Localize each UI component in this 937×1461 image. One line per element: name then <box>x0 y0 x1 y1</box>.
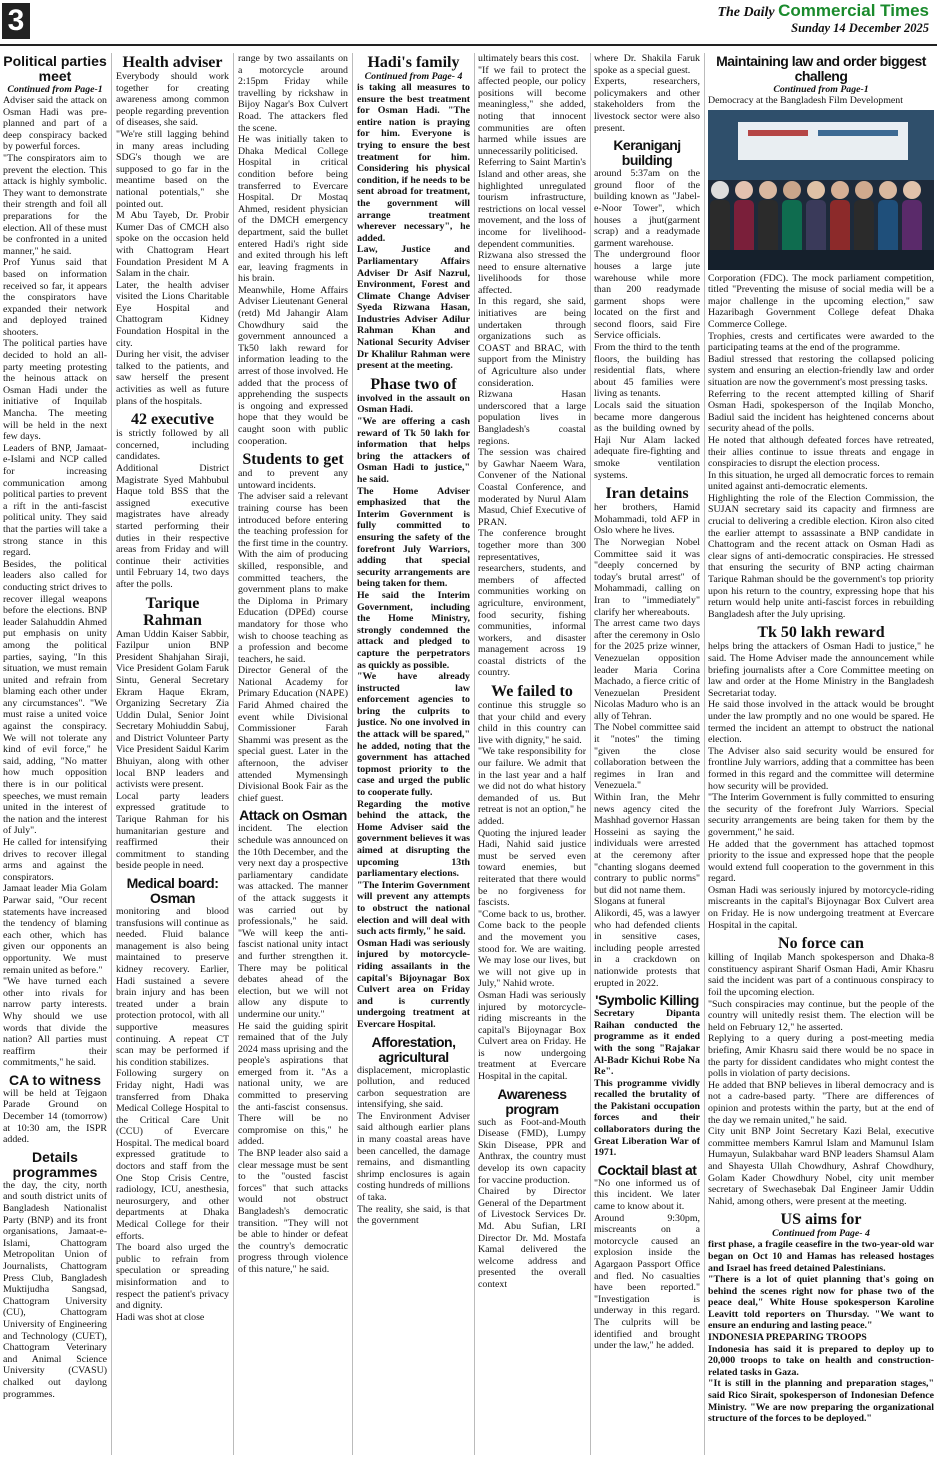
article-paragraph: The political parties have decided to hold an all-party meeting protesting the heinous attack on Osman Hadi under the initiative of Inquilab Mancha. The meeting will be held in the next few days. <box>3 338 107 443</box>
article-paragraph: In this situation, he urged all democratic forces to remain united against anti-democratic elements. <box>708 469 934 493</box>
article-paragraph-bold: "We are offering a cash reward of Tk 50 lakh for information that helps bring the attackers of Osman Hadi to justice," he said. <box>357 416 470 485</box>
article-paragraph: The Adviser also said security would be ensured for frontline July warriors, adding that a committee has been formed in this regard and the committee will determine how security will be provided. <box>708 745 934 792</box>
article-paragraph-bold: is taking all measures to ensure the best treatment for Osman Hadi. "The entire nation is praying for him. Everyone is trying to ensure the best treatment for him. Considering his physical condition, if he needs to be sent abroad for treatment, the government will arrange treatment wherever necessary", he added. <box>357 82 470 244</box>
article-paragraph: Highlighting the role of the Election Commission, the SUJAN secretary said its capacity and firmness are crucial to delivering a credible election. Kiron also cited the earlier attempt to assassinate a BNP candidate in Chattogram and the recent attack on Osman Hadi as clear signs of anti-democratic conspiracies. He stressed that ensuring the security of BNP acting chairman Tarique Rahman should be the government's top priority upon his return to the country, expressing hope that his return would help unite anti-fascist forces in rebuilding Bangladesh after the July uprising. <box>708 492 934 620</box>
article-paragraph-bold: INDONESIA PREPARING TROOPS <box>708 1332 867 1344</box>
article-paragraph: The Environment Adviser said although earlier plans in many coastal areas have been cancelled, the damage remains, and dismantling shrimp enclosures is again costing hundreds of millions of taka. <box>357 1110 470 1204</box>
article-paragraph: monitoring and blood transfusions will continue as needed. Fluid balance management is also being maintained to preserve kidney recovery. Earlier, Hadi sustained a severe brain injury and has been treated under a brain protection protocol, with all supportive measures continuing. A repeat CT scan may be performed if his condition stabilizes. <box>116 906 229 1068</box>
article-paragraph: He said the guiding spirit remained that of the July 2024 mass uprising and the people's aspirations that emerged from it. "As a national unity, we are committed to preserving the anti-fascist consensus. There will be no compromise on this," he added. <box>238 1020 348 1148</box>
column-2 <box>116 53 229 1453</box>
spacer <box>116 591 229 594</box>
article-paragraph: Rizwana Hasan underscored that a large population lives in Bangladesh's coastal regions. <box>478 389 586 447</box>
article-headline: Afforestation, agricultural <box>371 1033 456 1065</box>
photo-floor <box>708 250 934 270</box>
masthead <box>717 2 929 36</box>
article-paragraph: The reality, she said, is that the government <box>357 1203 470 1227</box>
article-paragraph: The Norwegian Nobel Committee said it was "deeply concerned by today's brutal arrest" of Mohammadi, calling on Iran to "immediately" clarify her whereabouts. <box>594 536 700 618</box>
article-headline: Health adviser <box>122 54 223 71</box>
column-1 <box>3 53 107 1453</box>
article-paragraph: Leaders of BNP, Jamaat-e-Islami and NCP called for increasing communication among political parties to prevent a rift in the anti-fascist political unity. They said that the parties will take a strong stance in this regard. <box>3 442 107 559</box>
photo-person-head <box>831 181 849 199</box>
article-paragraph: will be held at Tejgaon Parade Ground on December 14 (tomorrow) at 10:30 am, the ISPR added. <box>3 1087 107 1146</box>
article-paragraph: Rizwana also stressed the need to ensure alternative livelihoods for those affected. <box>478 250 586 296</box>
article-paragraph: The session was chaired by Gawhar Naeem Wara, Convener of the National Coastal Conference, and moderated by Nurul Alam Masud, Chief Executive of PRAN. <box>478 447 586 528</box>
article-paragraph-bold: "It is still in the planning and preparation stages," said Rico Sirait, spokesperson of Indonesian Defence Ministry. "We are now preparing the organizational structure of the forces to be deployed." <box>708 1378 934 1425</box>
spacer <box>116 407 229 410</box>
article-paragraph: Meanwhile, Home Affairs Adviser Lieutenant General (retd) Md Jahangir Alam Chowdhury said the government announced a Tk50 lakh reward for information leading to the arrest of those involved. He added that the process of apprehending the suspects is ongoing and expressed hope that they would be caught soon with public cooperation. <box>238 284 348 447</box>
article-headline: Tk 50 lakh reward <box>757 624 885 642</box>
masthead-brand <box>717 2 929 21</box>
article-paragraph: such as Foot-and-Mouth Disease (FMD), Lumpy Skin Disease, PPR and Anthrax, the country must develop its own capacity for vaccine production. <box>478 1116 586 1186</box>
article-paragraph-bold: The Home Adviser emphasized that the Interim Government is fully committed to ensuring the safety of the forefront July Warriors, adding that special security arrangements are being taken for them. <box>357 485 470 590</box>
article-paragraph: Local party leaders expressed gratitude to Tarique Rahman for his humanitarian gesture and reaffirmed their commitment to standing beside people in need. <box>116 790 229 872</box>
article-paragraph: He said those involved in the attack would be brought under the law promptly and no one would be spared. He termed the incident an attempt to obstruct the national election. <box>708 699 934 746</box>
photo-banner-stripe <box>748 130 808 136</box>
article-paragraph: Corporation (FDC). The mock parliament competition, titled "Preventing the misuse of social media will be a major challenge in the upcoming election," saw Hazaribagh Government College defeat Dhaka Commerce College. <box>708 272 934 330</box>
article-headline: Phase two of <box>370 375 457 393</box>
article-paragraph: Replying to a query during a post-meeting media briefing, Amir Khasru said there would be no space in the party for dissident candidates who might contest the polls in violation of party decisions. <box>708 1033 934 1080</box>
article-paragraph: He noted that although defeated forces have retreated, their allies continue to issue threats and engage in conspiracies to disrupt the election process. <box>708 434 934 470</box>
masthead-date: Sunday 14 December 2025 <box>791 21 929 35</box>
article-paragraph: Later, the health adviser visited the Lions Charitable Eye Hospital and Chattogram Kidney Foundation Hospital in the city. <box>116 279 229 349</box>
article-headline: Hadi's family <box>367 54 460 71</box>
article-paragraph-bold: "We have already instructed law enforcement agencies to bring the culprits to justice. No one involved in the attack will be spared," he added, noting that the government has attached topmost priority to the case and urged the public to cooperate fully. <box>357 671 470 799</box>
article-paragraph: incident. The election schedule was announced on the 10th December, and the very next day a prospective parliamentary candidate was attacked. The manner of the attack suggests it was carried out by professionals," he said. "We will keep the anti-fascist national unity intact and further strengthen it. There may be political debates ahead of the election, but we will not allow any dispute to undermine our unity." <box>238 823 348 1020</box>
article-paragraph: He added that the government has attached topmost priority to the issue and expressed hope that the people would extend full cooperation to the government in this regard. <box>708 838 934 885</box>
article-headline: Medical board: Osman <box>126 875 219 906</box>
article-headline: US aims for <box>780 1211 862 1229</box>
article-paragraph: In this regard, she said, initiatives are being undertaken through organizations such as COAST and BRAC, with support from the Ministry of Agriculture also under consideration. <box>478 296 586 389</box>
photo-banner-stripe <box>818 130 898 136</box>
column-3 <box>238 53 348 1453</box>
spacer <box>357 372 470 375</box>
article-paragraph: Following surgery on Friday night, Hadi was transferred from Dhaka Medical College Hospital to the Critical Care Unit (CCU) of Evercare Hospital. The medical board expressed gratitude to doctors and staff from the One Stop Crisis Centre, radiology, ICU, anesthesia, neurosurgery, and other departments at Dhaka Medical College for their efforts. <box>116 1068 229 1242</box>
article-paragraph-bold: Law, Justice and Parliamentary Affairs Adviser Dr Asif Nazrul, Environment, Forest and Climate Change Adviser Syeda Rizwana Hasan, Industries Adviser Adilur Rahman Khan and National Security Adviser Dr Khalilur Rahman were present at the meeting. <box>357 244 470 372</box>
column-7 <box>708 53 934 1453</box>
page-number: 3 <box>2 3 30 39</box>
masthead-name: Commercial Times <box>778 1 929 20</box>
header-rule <box>0 44 937 46</box>
article-paragraph: Hadi was shot at close <box>116 1311 205 1323</box>
article-paragraph: Adviser said the attack on Osman Hadi was pre-planned and part of a deep conspiracy backed by powerful forces. <box>3 95 107 153</box>
article-paragraph-bold: He said the Interim Government, including the Home Ministry, strongly condemned the attack and pledged to capture the perpetrators as quickly as possible. <box>357 589 470 671</box>
article-headline: Students to get <box>242 451 344 469</box>
article-paragraph-bold: "The Interim Government will prevent any attempts to obstruct the national election and will deal with such acts firmly," he said. <box>357 879 470 938</box>
article-paragraph: Additional District Magistrate Syed Mahbubul Haque told BSS that the assigned executive magistrates have already started performing their duties in their respective areas from Friday and will continue their activities until February 14, two days after the polls. <box>116 463 229 590</box>
article-paragraph: The arrest came two days after the ceremony in Oslo for the 2025 prize winner, Venezuelan opposition leader Maria Corina Machado, a fierce critic of Venezuelan President Nicolas Maduro who is an ally of Tehran. <box>594 618 700 722</box>
article-paragraph: Experts, researchers, policymakers and other stakeholders from the livestock sector were also present. <box>594 76 700 134</box>
article-paragraph: Chaired by Director General of the Department of Livestock Services Dr. Md. Abu Sufian, LRI Director Dr. Md. Mostafa Kamal delivered the welcome address and presented the overall context <box>478 1186 586 1290</box>
event-photo <box>708 110 934 270</box>
article-headline: CA to witness <box>8 1071 102 1088</box>
article-paragraph: The Nobel committee said it "notes" the timing "given the close collaboration between the regimes in Iran and Venezuela." <box>594 722 700 792</box>
photo-person-head <box>903 181 921 199</box>
article-paragraph: Within Iran, the Mehr news agency cited the Mashhad governor Hassan Hosseini as saying the individuals were arrested at the ceremony after "chanting slogans deemed contrary to public norms" but did not name them. <box>594 792 700 896</box>
article-paragraph: Osman Hadi was seriously injured by motorcycle-riding miscreants in the capital's Bijoynagar Box Culvert area on Friday. He is now undergoing treatment at Evercare Hospital in the capital. <box>478 989 586 1083</box>
article-headline: We failed to <box>491 683 573 701</box>
column-divider <box>590 53 591 1455</box>
article-headline: Details programmes <box>12 1148 98 1180</box>
article-headline: Awareness program <box>497 1085 567 1117</box>
article-headline: Tarique Rahman <box>143 594 202 629</box>
article-paragraph: Slogans at funeral <box>594 896 666 908</box>
article-paragraph: "The Interim Government is fully committed to ensuring the security of the forefront July Warriors. Special security arrangements are being taken for them by the government," he said. <box>708 792 934 838</box>
article-paragraph: Aman Uddin Kaiser Sabbir, Fazilpur union BNP President Shahjahan Siraji, Vice President Golam Faruk Sintu, General Secretary Ekram Haque Ekram, Organizing Secretary Zia Uddin Dulal, Senior Joint Secretary Mohiuddin Sabuj, and District Volunteer Party Vice President Saidul Karim Bhuiyan, along with other local BNP leaders and activists were present. <box>116 628 229 791</box>
article-headline: No force can <box>778 935 864 953</box>
article-paragraph: continue this struggle so that your child and every child in this country can live with dignity," he said. <box>478 700 586 746</box>
spacer <box>708 620 934 623</box>
article-paragraph: Alikordi, 45, was a lawyer who had defended clients in sensitive cases, including people arrested in a crackdown on nationwide protests that erupted in 2022. <box>594 907 700 989</box>
article-paragraph: Trophies, crests and certificates were awarded to the participating teams at the end of the programme. <box>708 330 934 354</box>
article-headline: Maintaining law and order biggest challeng <box>716 53 926 84</box>
spacer <box>594 481 700 484</box>
article-headline: Political parties meet <box>3 53 107 84</box>
masthead-prefix: The Daily <box>717 5 775 20</box>
article-paragraph: He was initially taken to Dhaka Medical College Hospital in critical condition before being transferred to Evercare Hospital. Dr Mostaq Ahmed, resident physician of the DMCH emergency department, said the bullet entered Hadi's right side and exited through his left ear, leaving fragments in his brain. <box>238 134 348 285</box>
column-divider <box>474 53 475 1455</box>
article-paragraph: "We have turned each other into rivals for narrow party interests. Why should we use words that divide the nation? All parties must reaffirm their commitments," he said. <box>3 976 107 1069</box>
column-divider <box>352 53 353 1455</box>
article-paragraph: range by two assailants on a motorcycle around 2:15pm Friday while travelling by rickshaw in Bijoy Nagar's Box Culvert Road. The attackers fled the scene. <box>238 53 348 134</box>
article-paragraph: The BNP leader also said a clear message must be sent to the "ousted fascist forces" that such attacks would not obstruct Bangladesh's democratic transition. "They will not be able to hinder or defeat the country's democratic progress through violence of this nature," he said. <box>238 1148 348 1275</box>
article-paragraph: The underground floor houses a large jute warehouse while more than 200 readymade garment shops were located on the first and second floors, said Fire Service officials. <box>594 249 700 342</box>
article-paragraph: "Such conspiracies may continue, but the people of the country will unitedly resist them. The election will be held on February 12," he asserted. <box>708 998 934 1033</box>
article-paragraph: During her visit, the adviser talked to the patients, and saw herself the present activities as well as future plans of the hospitals. <box>116 349 229 407</box>
article-paragraph-bold: first phase, a fragile ceasefire in the two-year-old war began on Oct 10 and Hamas has released hostages and Israel has freed detained Palestinians. <box>708 1239 934 1274</box>
article-paragraph: Quoting the injured leader Hadi, Nahid said justice must be served even toward enemies, but reiterated that there would be no forgiveness for fascists. <box>478 827 586 909</box>
continued-from-line: Continued from Page-1 <box>773 84 869 95</box>
article-paragraph: He called for intensifying drives to recover illegal arms and against the conspirators. <box>3 837 107 883</box>
article-paragraph-bold: Indonesia has said it is prepared to deploy up to 20,000 troops to take on health and construction-related tasks in Gaza. <box>708 1343 934 1378</box>
article-paragraph: The adviser said a relevant training course has been introduced before entering the teaching profession for the first time in the country. With the aim of producing skilled, responsible, and committed teachers, the government plans to make the Diploma in Primary Education (DPEd) course mandatory for those who wish to choose teaching as a profession and become teachers, he said. <box>238 491 348 665</box>
article-headline: 'Symbolic Killing <box>595 992 699 1009</box>
article-paragraph: where Dr. Shakila Faruk spoke as a special guest. <box>594 53 700 76</box>
article-headline: Keraniganj building <box>613 137 681 169</box>
article-paragraph: Prof Yunus said that based on information received so far, it appears the conspirators have expanded their network and deployed trained shooters. <box>3 257 107 338</box>
article-paragraph: Besides, the political leaders also called for conducting strict drives to recover illegal weapons before the elections. BNP leader Salahuddin Ahmed put emphasis on unity among the political parties, saying, "In this situation, we must remain united and refrain from blaming each other under any circumstances". "We must raise a united voice against the conspiracy. We will not tolerate any kind of evil force," he said, adding, "No matter how much opposition there is in our political speeches, we must remain united in the interest of the nation and the interest of July". <box>3 558 107 837</box>
article-paragraph: He added that BNP believes in liberal democracy and is not a cadre-based party. "There are differences of opinion and protests within the party, but at the end of the day we remain united," he said. <box>708 1079 934 1126</box>
article-paragraph: Democracy at the Bangladesh Film Development <box>708 95 903 106</box>
continued-from-line: Continued from Page- 4 <box>364 71 463 82</box>
column-divider <box>111 53 112 1455</box>
article-paragraph: Referring to the recent attempted killing of Sharif Osman Hadi, spokesperson of the Inqilab Moncho, Badiul said the incident has heightened concerns about security ahead of the polls. <box>708 388 934 435</box>
column-4 <box>357 53 470 1453</box>
continued-from-line: Continued from Page-1 <box>7 84 103 95</box>
spacer <box>708 1207 934 1210</box>
article-paragraph: "Come back to us, brother. Come back to the people and the movement you stood for. We are waiting. We may lose our lives, but we will not give up in July," Nahid wrote. <box>478 908 586 990</box>
article-headline: Iran detains <box>605 485 689 503</box>
article-headline: 42 executive <box>130 411 215 429</box>
article-paragraph: The board also urged the public to refrain from speculation or spreading misinformation and to respect the patient's privacy and dignity. <box>116 1242 229 1312</box>
article-paragraph: Jamaat leader Mia Golam Parwar said, "Our recent statements have increased the tendency of blaming each other, which has given our opponents an opportunity. We must remain united as before." <box>3 883 107 976</box>
article-paragraph: Referring to Saint Martin's Island and other areas, she highlighted unregulated tourism infrastructure, restrictions on local vessel movement, and the loss of income for livelihood-dependent communities. <box>478 157 586 250</box>
article-paragraph: and to prevent any untoward incidents. <box>238 468 348 491</box>
photo-person-head <box>855 181 873 199</box>
article-paragraph: "No one informed us of this incident. We later came to know about it. <box>594 1177 700 1213</box>
photo-person-head <box>711 181 729 199</box>
article-paragraph: "The conspirators aim to prevent the election. This attack is highly symbolic. They want to demonstrate their strength and foil all preparations for the election. All of these must be confronted in a united manner," he said. <box>3 152 107 257</box>
column-5 <box>478 53 586 1453</box>
article-paragraph: Everybody should work together for creating awareness among common people regarding prevention of diseases, she said. <box>116 71 229 129</box>
photo-person-head <box>783 181 801 199</box>
photo-banner <box>738 122 908 160</box>
news-photo <box>708 110 934 270</box>
photo-person-head <box>735 181 753 199</box>
article-paragraph: City unit BNP Joint Secretary Kazi Belal, executive committee members Kamrul Islam and Mamunul Islam Humayun, Sulakbahar ward BNP leaders Shamsul Alam and Shayesta Ullah Chowdhury, Ashraf Chowdhury, Golam Kader Chowdhury Nobel, city unit member secretary of Swechasebak Dal Engineer Jamir Uddin Nahid, among others, were present at the meeting. <box>708 1126 934 1207</box>
article-paragraph: her brothers, Hamid Mohammadi, told AFP in Oslo where he lives. <box>594 502 700 537</box>
article-paragraph: "We're still lagging behind in many areas including SDG's though we are supposed to go far in the meantime based on the national potentials," she pointed out. <box>116 128 229 210</box>
article-paragraph: Around 9:30pm, miscreants on a motorcycle caused an explosion inside the Agargaon Passport Office and fled. No casualties have been reported." "Investigation is underway in this regard. The culprits will be identified and brought under the law," he added. <box>594 1212 700 1352</box>
spacer <box>478 679 586 682</box>
article-paragraph: the day, the city, north and south district units of Bangladesh Nationalist Party (BNP) and its front organisations, Jamaat-e-Islami, Chattogram Metropolitan Union of Journalists, Chattogram Press Club, Bangladesh Muktijudha Sangsad, Chattogram University (CU), Chattogram University of Engineering and Technology (CUET), Chattogram Veterinary and Animal Science University (CVASU) chalked out daylong programmes. <box>3 1179 107 1400</box>
article-paragraph-bold: Secretary Dipanta Raihan conducted the programme as it ended with the song "Rajakar Al-Badr Kichui Robe Na Re". <box>594 1008 700 1078</box>
column-6 <box>594 53 700 1453</box>
article-paragraph: Locals said the situation became more dangerous as the building owned by Haji Nur Alam lacked adequate fire-fighting and smoke ventilation systems. <box>594 400 700 481</box>
article-paragraph: Director General of the National Academy for Primary Education (NAPE) Farid Ahmed chaired the event while Divisional Commissioner Farah Shammi was present as the special guest. Later in the afternoon, the adviser attended Mymensingh Divisional Book Fair as the chief guest. <box>238 665 348 804</box>
article-paragraph-bold: Osman Hadi was seriously injured by motorcycle-riding assailants in the capital's Bijoynagar Box Culvert area on Friday and is currently undergoing treatment at Evercare Hospital. <box>357 937 470 1030</box>
article-paragraph: Osman Hadi was seriously injured by motorcycle-riding miscreants in the capital's Bijoynagar Box Culvert area on Friday. He is now undergoing treatment at Evercare Hospital in the capital. <box>708 884 934 931</box>
article-paragraph-bold: "There is a lot of quiet planning that's going on behind the scenes right now for phase two of the peace deal," White House spokesperson Karoline Leavitt told reporters on Thursday. "We want to ensure an enduring and lasting peace." <box>708 1274 934 1332</box>
article-paragraph-bold: involved in the assault on Osman Hadi. <box>357 392 470 416</box>
photo-person-head <box>759 181 777 199</box>
article-paragraph: "We take responsibility for our failure. We admit that in the last year and a half we did not do what history demanded of us. But retreat is not an option," he added. <box>478 746 586 827</box>
article-paragraph: is strictly followed by all concerned, including candidates. <box>116 428 229 463</box>
article-paragraph: "If we fail to protect the affected people, our policy positions will become meaningless," she added, noting that innocent communities are often harmed while issues are unnecessarily politicised. <box>478 64 586 157</box>
article-headline: Cocktail blast at <box>597 1161 697 1178</box>
article-paragraph: Badiul stressed that restoring the collapsed policing system and ensuring an election-friendly law and order situation are now the government's most pressing tasks. <box>708 353 934 388</box>
spacer <box>708 931 934 934</box>
photo-person-head <box>879 181 897 199</box>
article-paragraph: around 5:37am on the ground floor of the building known as "Jabel-e-Noor Tower", which houses a jhut(garment scrap) and a readymade garment warehouse. <box>594 168 700 249</box>
photo-person-head <box>807 181 825 199</box>
article-paragraph: ultimately bears this cost. <box>478 53 579 64</box>
article-headline: Attack on Osman <box>239 807 347 824</box>
article-paragraph: From the third to the tenth floors, the building has residential flats, where about 45 families were living as tenants. <box>594 342 700 400</box>
spacer <box>238 447 348 450</box>
column-divider <box>704 53 705 1455</box>
article-paragraph: The conference brought together more than 300 representatives, researchers, students, and members of affected communities working on agriculture, environment, food security, fishing communities, informal workers, and disaster management across 19 coastal districts of the country. <box>478 528 586 679</box>
continued-from-line: Continued from Page- 4 <box>772 1228 870 1240</box>
article-paragraph: M Abu Tayeb, Dr. Probir Kumer Das of CMCH also spoke on the occasion held with Chattogram Heart Foundation President M A Salam in the chair. <box>116 210 229 280</box>
article-paragraph: helps bring the attackers of Osman Hadi to justice," he said. The Home Adviser made the announcement while briefing journalists after a Core Committee meeting on law and order at the Home Ministry in the Bangladesh Secretariat today. <box>708 641 934 699</box>
article-paragraph: killing of Inqilab Manch spokesperson and Dhaka-8 constituency aspirant Sharif Osman Hadi, Amir Khasru said the incident was part of a continuous conspiracy to foil the upcoming election. <box>708 952 934 999</box>
article-paragraph-bold: This programme vividly recalled the brutality of the Pakistani occupation forces and their collaborators during the Great Liberation War of 1971. <box>594 1077 700 1159</box>
article-paragraph-bold: Regarding the motive behind the attack, the Home Adviser said the government believes it was aimed at disrupting the upcoming 13th parliamentary elections. <box>357 798 470 880</box>
article-paragraph: displacement, microplastic pollution, and reduced carbon sequestration are intensifying, she said. <box>357 1064 470 1111</box>
column-divider <box>233 53 234 1455</box>
